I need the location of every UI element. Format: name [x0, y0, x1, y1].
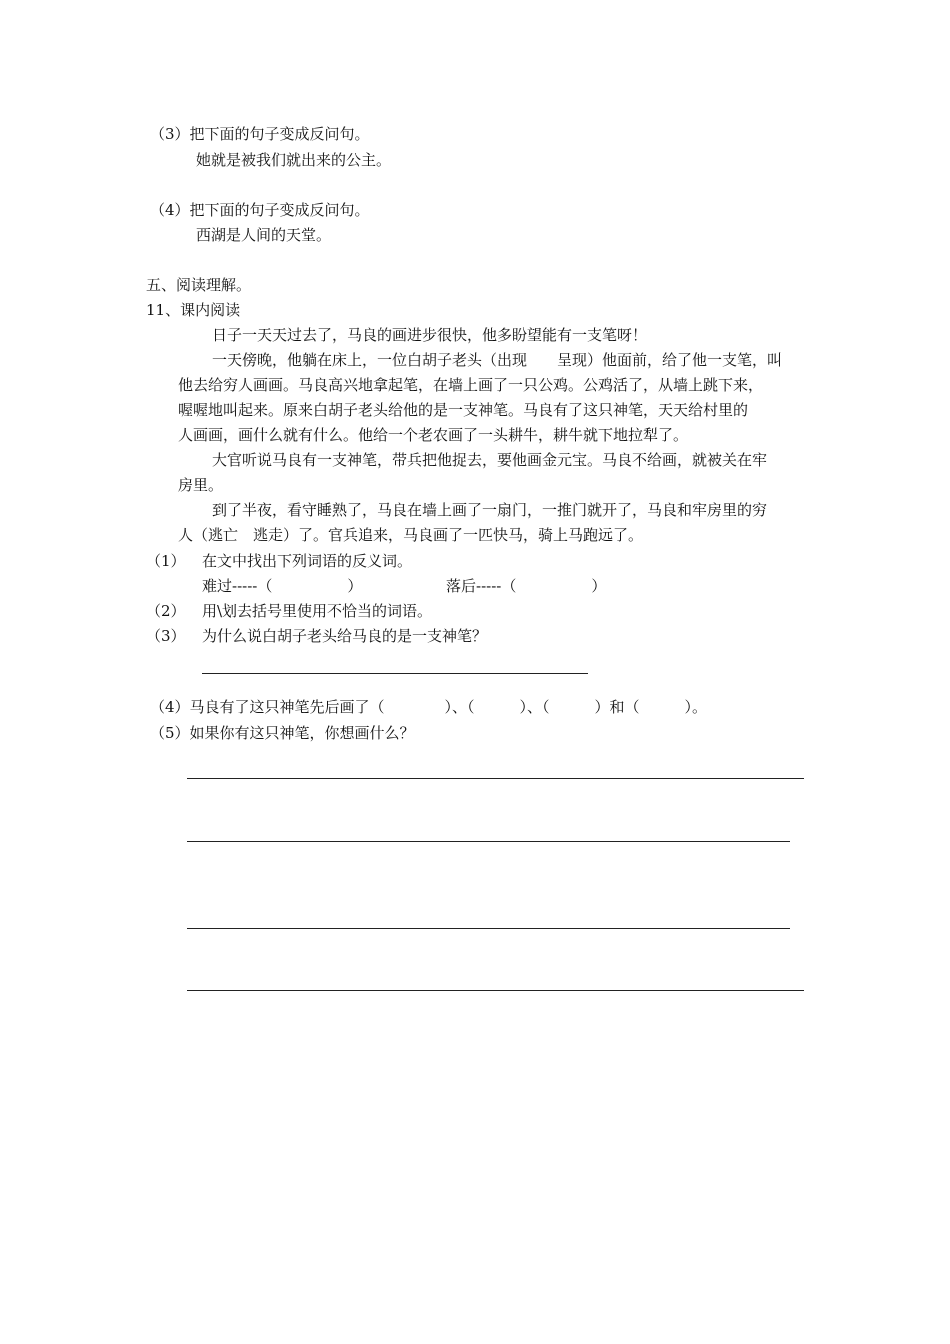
passage-line: 他去给穷人画画。马良高兴地拿起笔，在墙上画了一只公鸡。公鸡活了，从墙上跳下来，	[178, 376, 764, 394]
sub-q1-text: 在文中找出下列词语的反义词。	[202, 552, 413, 570]
sub-q4-text: （4）马良有了这只神笔先后画了（ ）、（ ）、（ ）和（ ）。	[150, 698, 708, 716]
section-5-heading: 五、阅读理解。	[146, 276, 252, 294]
q3-sentence: 她就是被我们就出来的公主。	[196, 151, 392, 169]
sub-q1-number: （1）	[146, 552, 186, 570]
answer-line	[187, 990, 804, 991]
passage-line: 一天傍晚，他躺在床上，一位白胡子老头（出现 呈现）他面前，给了他一支笔，叫	[212, 351, 783, 369]
sub-q3-text: 为什么说白胡子老头给马良的是一支神笔？	[202, 627, 488, 645]
q3-instruction: （3）把下面的句子变成反问句。	[150, 125, 370, 143]
passage-line: 人（逃亡 逃走）了。官兵追来，马良画了一匹快马，骑上马跑远了。	[178, 526, 644, 544]
q4-sentence: 西湖是人间的天堂。	[196, 226, 332, 244]
sub-q2-text: 用\划去括号里使用不恰当的词语。	[202, 602, 433, 620]
sub-q5-text: （5）如果你有这只神笔，你想画什么？	[150, 724, 415, 742]
answer-line	[187, 778, 804, 779]
passage-line: 房里。	[178, 476, 224, 494]
passage-line: 到了半夜，看守睡熟了，马良在墙上画了一扇门，一推门就开了，马良和牢房里的穷	[212, 501, 768, 519]
sub-q3-number: （3）	[146, 627, 186, 645]
answer-line	[187, 928, 790, 929]
q4-instruction: （4）把下面的句子变成反问句。	[150, 201, 370, 219]
answer-line	[202, 673, 588, 674]
passage-line: 大官听说马良有一支神笔，带兵把他捉去，要他画金元宝。马良不给画，就被关在牢	[212, 451, 768, 469]
item-11-title: 11、课内阅读	[146, 301, 241, 319]
antonym-pair-1: 难过-----（ ）	[202, 577, 363, 595]
answer-line	[187, 841, 790, 842]
passage-line: 日子一天天过去了，马良的画进步很快，他多盼望能有一支笔呀！	[212, 326, 648, 344]
passage-line: 喔喔地叫起来。原来白胡子老头给他的是一支神笔。马良有了这只神笔，天天给村里的	[178, 401, 749, 419]
antonym-pair-2: 落后-----（ ）	[446, 577, 607, 595]
passage-line: 人画画，画什么就有什么。他给一个老农画了一头耕牛，耕牛就下地拉犁了。	[178, 426, 689, 444]
sub-q2-number: （2）	[146, 602, 186, 620]
